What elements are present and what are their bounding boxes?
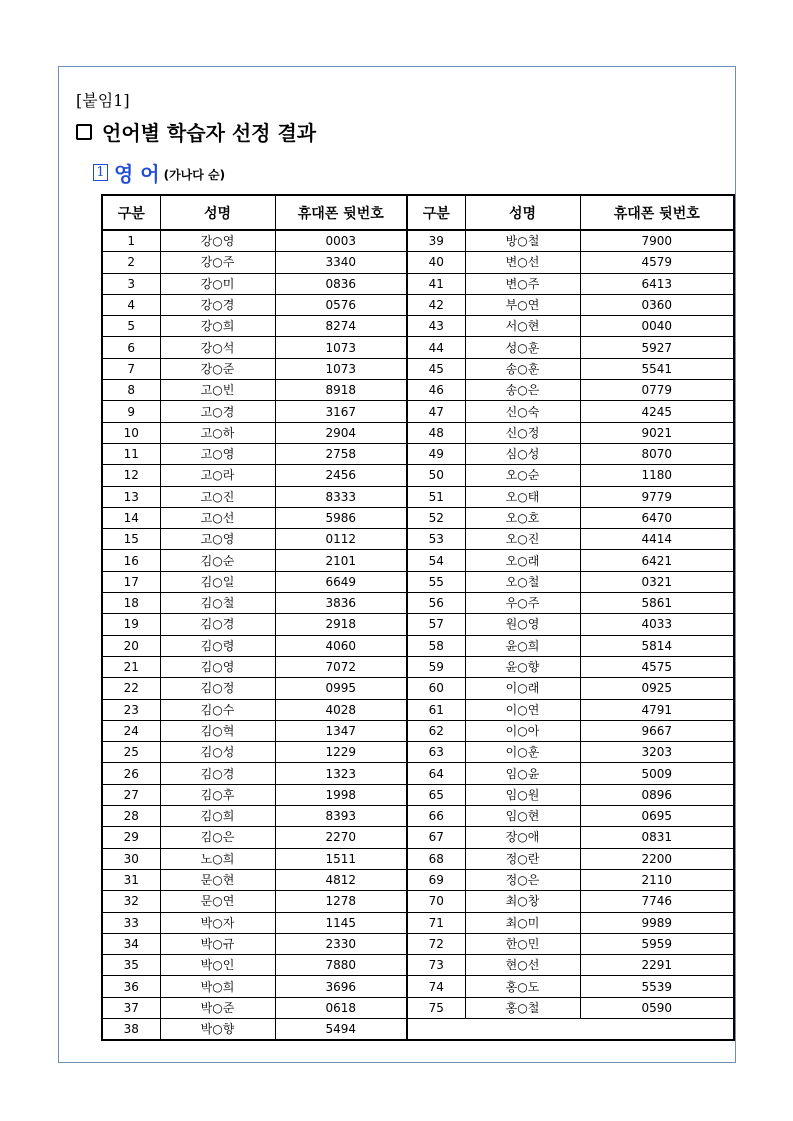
cell-no: 7 xyxy=(102,358,160,379)
cell-phone: 4791 xyxy=(580,699,734,720)
table-row xyxy=(102,614,734,635)
cell-phone: 0836 xyxy=(275,273,407,294)
cell-no: 10 xyxy=(102,422,160,443)
cell-phone: 7900 xyxy=(580,230,734,252)
cell-phone: 2456 xyxy=(275,465,407,486)
cell-phone: 3203 xyxy=(580,742,734,763)
cell-no: 33 xyxy=(102,912,160,933)
table-row xyxy=(102,401,734,422)
table-row xyxy=(102,763,734,784)
cell-phone: 4414 xyxy=(580,529,734,550)
table-row xyxy=(102,422,734,443)
cell-no: 37 xyxy=(102,997,160,1018)
cell-phone: 0321 xyxy=(580,571,734,592)
cell-phone: 1073 xyxy=(275,358,407,379)
table-row xyxy=(102,358,734,379)
cell-phone: 2291 xyxy=(580,955,734,976)
cell-name: 김○혁 xyxy=(160,720,275,741)
cell-phone: 3836 xyxy=(275,593,407,614)
cell-name: 최○미 xyxy=(465,912,580,933)
cell-no: 1 xyxy=(102,230,160,252)
cell-no: 34 xyxy=(102,933,160,954)
cell-name: 정○은 xyxy=(465,869,580,890)
cell-name: 임○원 xyxy=(465,784,580,805)
cell-no: 11 xyxy=(102,443,160,464)
cell-name: 김○경 xyxy=(160,763,275,784)
cell-no: 47 xyxy=(407,401,465,422)
cell-name: 한○민 xyxy=(465,933,580,954)
cell-phone: 9989 xyxy=(580,912,734,933)
cell-phone: 0695 xyxy=(580,806,734,827)
cell-phone: 9779 xyxy=(580,486,734,507)
header-no-right: 구분 xyxy=(407,195,465,230)
cell-phone: 2918 xyxy=(275,614,407,635)
table-row xyxy=(102,806,734,827)
cell-name: 고○영 xyxy=(160,529,275,550)
cell-name: 이○래 xyxy=(465,678,580,699)
cell-phone: 4812 xyxy=(275,869,407,890)
table-header-row xyxy=(102,195,734,230)
cell-no: 38 xyxy=(102,1018,160,1040)
cell-no: 69 xyxy=(407,869,465,890)
cell-name: 김○정 xyxy=(160,678,275,699)
cell-phone: 5959 xyxy=(580,933,734,954)
cell-phone: 8393 xyxy=(275,806,407,827)
cell-name: 박○자 xyxy=(160,912,275,933)
cell-phone: 4245 xyxy=(580,401,734,422)
cell-no: 41 xyxy=(407,273,465,294)
cell-phone: 0112 xyxy=(275,529,407,550)
cell-no: 56 xyxy=(407,593,465,614)
cell-no: 21 xyxy=(102,656,160,677)
table-row xyxy=(102,571,734,592)
cell-name: 박○희 xyxy=(160,976,275,997)
cell-name: 김○령 xyxy=(160,635,275,656)
table-row xyxy=(102,465,734,486)
cell-no: 51 xyxy=(407,486,465,507)
cell-no: 45 xyxy=(407,358,465,379)
cell-no: 42 xyxy=(407,294,465,315)
table-row xyxy=(102,742,734,763)
cell-phone: 1073 xyxy=(275,337,407,358)
cell-name: 원○영 xyxy=(465,614,580,635)
cell-name: 강○경 xyxy=(160,294,275,315)
cell-name: 이○아 xyxy=(465,720,580,741)
learner-table xyxy=(101,194,735,1041)
cell-phone: 3696 xyxy=(275,976,407,997)
cell-phone: 2200 xyxy=(580,848,734,869)
cell-phone: 2330 xyxy=(275,933,407,954)
cell-name: 박○준 xyxy=(160,997,275,1018)
cell-no: 23 xyxy=(102,699,160,720)
cell-no: 67 xyxy=(407,827,465,848)
cell-name: 오○래 xyxy=(465,550,580,571)
cell-phone: 5986 xyxy=(275,507,407,528)
cell-name: 현○선 xyxy=(465,955,580,976)
section-heading xyxy=(93,158,225,187)
cell-name: 홍○철 xyxy=(465,997,580,1018)
cell-name: 장○애 xyxy=(465,827,580,848)
cell-name: 박○향 xyxy=(160,1018,275,1040)
cell-no: 13 xyxy=(102,486,160,507)
cell-phone: 8918 xyxy=(275,380,407,401)
cell-name: 고○경 xyxy=(160,401,275,422)
cell-no: 18 xyxy=(102,593,160,614)
cell-no: 57 xyxy=(407,614,465,635)
header-no-left: 구분 xyxy=(102,195,160,230)
empty-cell xyxy=(407,1018,734,1040)
cell-no: 58 xyxy=(407,635,465,656)
table-row xyxy=(102,891,734,912)
cell-no: 8 xyxy=(102,380,160,401)
cell-phone: 4033 xyxy=(580,614,734,635)
table-row xyxy=(102,316,734,337)
cell-name: 이○훈 xyxy=(465,742,580,763)
cell-no: 74 xyxy=(407,976,465,997)
cell-phone: 0040 xyxy=(580,316,734,337)
cell-name: 방○철 xyxy=(465,230,580,252)
table-row xyxy=(102,848,734,869)
cell-name: 고○영 xyxy=(160,443,275,464)
cell-no: 24 xyxy=(102,720,160,741)
cell-name: 김○수 xyxy=(160,699,275,720)
cell-no: 32 xyxy=(102,891,160,912)
cell-name: 성○훈 xyxy=(465,337,580,358)
cell-phone: 0896 xyxy=(580,784,734,805)
cell-no: 15 xyxy=(102,529,160,550)
cell-no: 36 xyxy=(102,976,160,997)
cell-phone: 1278 xyxy=(275,891,407,912)
cell-phone: 1998 xyxy=(275,784,407,805)
table-row xyxy=(102,699,734,720)
cell-phone: 2904 xyxy=(275,422,407,443)
cell-phone: 4575 xyxy=(580,656,734,677)
cell-no: 17 xyxy=(102,571,160,592)
cell-phone: 0003 xyxy=(275,230,407,252)
cell-name: 김○순 xyxy=(160,550,275,571)
cell-phone: 1347 xyxy=(275,720,407,741)
cell-name: 서○현 xyxy=(465,316,580,337)
cell-no: 49 xyxy=(407,443,465,464)
table-row xyxy=(102,678,734,699)
cell-name: 강○준 xyxy=(160,358,275,379)
cell-phone: 1511 xyxy=(275,848,407,869)
cell-name: 송○은 xyxy=(465,380,580,401)
cell-phone: 7072 xyxy=(275,656,407,677)
cell-no: 6 xyxy=(102,337,160,358)
cell-phone: 2270 xyxy=(275,827,407,848)
cell-no: 68 xyxy=(407,848,465,869)
table-row xyxy=(102,593,734,614)
cell-name: 문○현 xyxy=(160,869,275,890)
cell-no: 62 xyxy=(407,720,465,741)
cell-no: 64 xyxy=(407,763,465,784)
table-row xyxy=(102,443,734,464)
table-row xyxy=(102,720,734,741)
table-row xyxy=(102,507,734,528)
cell-phone: 1180 xyxy=(580,465,734,486)
cell-phone: 6649 xyxy=(275,571,407,592)
section-number: 1 xyxy=(93,164,108,181)
cell-phone: 1323 xyxy=(275,763,407,784)
cell-no: 20 xyxy=(102,635,160,656)
cell-name: 김○일 xyxy=(160,571,275,592)
cell-phone: 2101 xyxy=(275,550,407,571)
cell-phone: 5009 xyxy=(580,763,734,784)
table-row xyxy=(102,976,734,997)
cell-phone: 5814 xyxy=(580,635,734,656)
cell-name: 문○연 xyxy=(160,891,275,912)
cell-phone: 6470 xyxy=(580,507,734,528)
table-row xyxy=(102,1018,734,1040)
cell-no: 31 xyxy=(102,869,160,890)
cell-name: 고○하 xyxy=(160,422,275,443)
cell-phone: 5861 xyxy=(580,593,734,614)
cell-name: 최○창 xyxy=(465,891,580,912)
cell-no: 53 xyxy=(407,529,465,550)
cell-name: 고○선 xyxy=(160,507,275,528)
cell-no: 16 xyxy=(102,550,160,571)
header-name-left: 성명 xyxy=(160,195,275,230)
cell-phone: 3167 xyxy=(275,401,407,422)
cell-no: 27 xyxy=(102,784,160,805)
cell-no: 60 xyxy=(407,678,465,699)
cell-no: 25 xyxy=(102,742,160,763)
cell-name: 김○영 xyxy=(160,656,275,677)
cell-phone: 0618 xyxy=(275,997,407,1018)
cell-no: 61 xyxy=(407,699,465,720)
cell-phone: 6413 xyxy=(580,273,734,294)
table-row xyxy=(102,380,734,401)
cell-no: 54 xyxy=(407,550,465,571)
cell-no: 43 xyxy=(407,316,465,337)
cell-name: 윤○향 xyxy=(465,656,580,677)
cell-no: 75 xyxy=(407,997,465,1018)
cell-name: 강○주 xyxy=(160,252,275,273)
cell-phone: 7746 xyxy=(580,891,734,912)
cell-no: 12 xyxy=(102,465,160,486)
table-row xyxy=(102,230,734,252)
cell-no: 72 xyxy=(407,933,465,954)
cell-no: 22 xyxy=(102,678,160,699)
cell-phone: 0576 xyxy=(275,294,407,315)
cell-phone: 2110 xyxy=(580,869,734,890)
section-note: (가나다 순) xyxy=(163,168,226,182)
table-row xyxy=(102,955,734,976)
cell-no: 39 xyxy=(407,230,465,252)
cell-name: 강○영 xyxy=(160,230,275,252)
cell-phone: 4060 xyxy=(275,635,407,656)
table-row xyxy=(102,827,734,848)
header-phone-left: 휴대폰 뒷번호 xyxy=(275,195,407,230)
cell-phone: 8274 xyxy=(275,316,407,337)
cell-no: 48 xyxy=(407,422,465,443)
cell-name: 강○희 xyxy=(160,316,275,337)
table-row xyxy=(102,933,734,954)
cell-name: 변○선 xyxy=(465,252,580,273)
cell-name: 임○현 xyxy=(465,806,580,827)
cell-name: 윤○희 xyxy=(465,635,580,656)
cell-name: 오○순 xyxy=(465,465,580,486)
cell-no: 28 xyxy=(102,806,160,827)
cell-phone: 0779 xyxy=(580,380,734,401)
cell-name: 심○성 xyxy=(465,443,580,464)
cell-no: 44 xyxy=(407,337,465,358)
table-row xyxy=(102,997,734,1018)
cell-phone: 9021 xyxy=(580,422,734,443)
table-row xyxy=(102,550,734,571)
cell-phone: 0831 xyxy=(580,827,734,848)
cell-no: 29 xyxy=(102,827,160,848)
cell-phone: 0925 xyxy=(580,678,734,699)
header-name-right: 성명 xyxy=(465,195,580,230)
cell-no: 40 xyxy=(407,252,465,273)
cell-phone: 4579 xyxy=(580,252,734,273)
cell-name: 박○규 xyxy=(160,933,275,954)
cell-phone: 7880 xyxy=(275,955,407,976)
table-row xyxy=(102,912,734,933)
cell-name: 정○란 xyxy=(465,848,580,869)
cell-phone: 8070 xyxy=(580,443,734,464)
cell-no: 46 xyxy=(407,380,465,401)
cell-name: 박○인 xyxy=(160,955,275,976)
cell-no: 71 xyxy=(407,912,465,933)
cell-name: 신○숙 xyxy=(465,401,580,422)
cell-name: 이○연 xyxy=(465,699,580,720)
cell-no: 3 xyxy=(102,273,160,294)
cell-phone: 5494 xyxy=(275,1018,407,1040)
cell-phone: 8333 xyxy=(275,486,407,507)
cell-name: 김○은 xyxy=(160,827,275,848)
cell-name: 고○라 xyxy=(160,465,275,486)
cell-name: 우○주 xyxy=(465,593,580,614)
cell-phone: 4028 xyxy=(275,699,407,720)
cell-phone: 1145 xyxy=(275,912,407,933)
cell-name: 김○성 xyxy=(160,742,275,763)
cell-no: 55 xyxy=(407,571,465,592)
cell-no: 63 xyxy=(407,742,465,763)
cell-name: 오○철 xyxy=(465,571,580,592)
cell-name: 홍○도 xyxy=(465,976,580,997)
cell-no: 50 xyxy=(407,465,465,486)
cell-name: 강○미 xyxy=(160,273,275,294)
cell-phone: 0995 xyxy=(275,678,407,699)
cell-name: 오○호 xyxy=(465,507,580,528)
page-title xyxy=(76,117,316,146)
cell-no: 52 xyxy=(407,507,465,528)
cell-no: 4 xyxy=(102,294,160,315)
cell-name: 강○석 xyxy=(160,337,275,358)
cell-name: 김○후 xyxy=(160,784,275,805)
cell-phone: 6421 xyxy=(580,550,734,571)
cell-name: 변○주 xyxy=(465,273,580,294)
cell-phone: 1229 xyxy=(275,742,407,763)
cell-phone: 5539 xyxy=(580,976,734,997)
table-row xyxy=(102,635,734,656)
cell-no: 73 xyxy=(407,955,465,976)
cell-no: 70 xyxy=(407,891,465,912)
cell-no: 2 xyxy=(102,252,160,273)
cell-name: 오○태 xyxy=(465,486,580,507)
header-phone-right: 휴대폰 뒷번호 xyxy=(580,195,734,230)
cell-phone: 3340 xyxy=(275,252,407,273)
cell-name: 임○윤 xyxy=(465,763,580,784)
table-row xyxy=(102,869,734,890)
cell-name: 오○진 xyxy=(465,529,580,550)
cell-phone: 9667 xyxy=(580,720,734,741)
table-row xyxy=(102,337,734,358)
cell-name: 송○훈 xyxy=(465,358,580,379)
cell-no: 26 xyxy=(102,763,160,784)
cell-no: 14 xyxy=(102,507,160,528)
table-row xyxy=(102,252,734,273)
checkbox-icon xyxy=(76,124,92,140)
cell-phone: 0360 xyxy=(580,294,734,315)
cell-name: 김○경 xyxy=(160,614,275,635)
cell-name: 노○희 xyxy=(160,848,275,869)
cell-no: 65 xyxy=(407,784,465,805)
table-row xyxy=(102,294,734,315)
cell-phone: 5541 xyxy=(580,358,734,379)
cell-no: 5 xyxy=(102,316,160,337)
cell-phone: 0590 xyxy=(580,997,734,1018)
cell-no: 19 xyxy=(102,614,160,635)
section-title: 영 어 xyxy=(114,162,160,186)
cell-no: 66 xyxy=(407,806,465,827)
cell-name: 김○희 xyxy=(160,806,275,827)
table-row xyxy=(102,529,734,550)
cell-no: 59 xyxy=(407,656,465,677)
cell-name: 부○연 xyxy=(465,294,580,315)
table-row xyxy=(102,656,734,677)
attachment-label: [붙임1] xyxy=(76,91,130,110)
cell-phone: 2758 xyxy=(275,443,407,464)
cell-name: 고○진 xyxy=(160,486,275,507)
page-title-text: 언어별 학습자 선정 결과 xyxy=(102,121,317,145)
cell-no: 30 xyxy=(102,848,160,869)
cell-name: 김○철 xyxy=(160,593,275,614)
cell-phone: 5927 xyxy=(580,337,734,358)
cell-no: 35 xyxy=(102,955,160,976)
table-row xyxy=(102,486,734,507)
cell-name: 고○빈 xyxy=(160,380,275,401)
table-row xyxy=(102,273,734,294)
cell-no: 9 xyxy=(102,401,160,422)
table-row xyxy=(102,784,734,805)
cell-name: 신○정 xyxy=(465,422,580,443)
